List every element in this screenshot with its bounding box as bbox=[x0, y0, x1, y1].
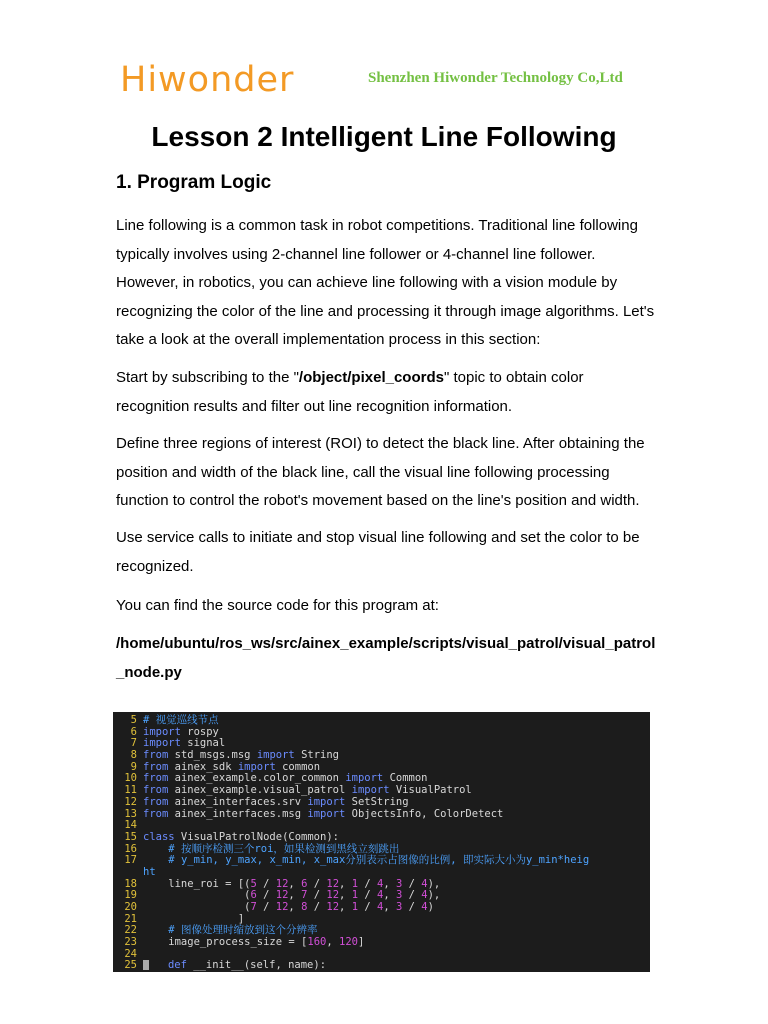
code-token: 6 bbox=[301, 877, 308, 890]
code-token: 4 bbox=[421, 877, 428, 890]
code-token: # 按顺序检测三个roi，如果检测到黑线立刻跳出 bbox=[168, 842, 400, 855]
line-number: 21 bbox=[124, 912, 137, 925]
topic-name: /object/pixel_coords bbox=[298, 369, 444, 386]
code-token: def bbox=[167, 959, 187, 972]
code-token: , bbox=[383, 889, 396, 902]
code-token: 4 bbox=[376, 877, 384, 890]
code-token: # 视觉巡线节点 bbox=[143, 714, 219, 726]
code-token: , bbox=[339, 877, 352, 890]
code-token: VisualPatrolNode(Common): bbox=[174, 830, 339, 843]
code-token: 12 bbox=[275, 901, 289, 913]
code-token: 5 bbox=[250, 877, 257, 890]
line-number: 17 bbox=[124, 854, 137, 867]
code-token: 1 bbox=[351, 877, 359, 890]
code-token: 1 bbox=[351, 889, 359, 902]
code-token: 1 bbox=[351, 901, 359, 913]
source-path: /home/ubuntu/ros_ws/src/ainex_example/scripts/visual_patrol/visual_patrol_node.py bbox=[116, 635, 656, 681]
code-token: ainex_example.visual_patrol bbox=[168, 784, 352, 797]
code-token: 12 bbox=[326, 901, 340, 913]
code-token: ainex_example.color_common bbox=[168, 772, 346, 785]
line-number: 10 bbox=[124, 772, 137, 785]
line-number: 5 bbox=[130, 714, 137, 726]
subscribe-text-post: " topic to obtain color recognition results and filter out line recognition information. bbox=[116, 369, 584, 415]
code-token: , bbox=[288, 901, 302, 913]
code-token: 8 bbox=[301, 901, 308, 913]
code-token: , bbox=[288, 877, 302, 890]
company-name: Shenzhen Hiwonder Technology Co,Ltd bbox=[368, 70, 623, 86]
code-token: , bbox=[339, 901, 352, 913]
code-token: ( bbox=[143, 901, 251, 913]
code-token: from bbox=[143, 772, 169, 785]
code-token: ainex_interfaces.msg bbox=[168, 807, 308, 820]
code-token: ht bbox=[143, 865, 156, 878]
hiwonder-logo: Hiwonder bbox=[120, 60, 295, 100]
code-token: / bbox=[307, 889, 327, 902]
code-token: , bbox=[326, 936, 339, 949]
code-token: / bbox=[358, 877, 377, 890]
code-token: 4 bbox=[421, 901, 428, 913]
code-token: ainex_interfaces.srv bbox=[168, 795, 308, 808]
line-number: 11 bbox=[124, 784, 137, 797]
code-token: 160 bbox=[307, 936, 327, 949]
paragraph-service: Use service calls to initiate and stop visual line following and set the color to be recognized. bbox=[116, 529, 640, 575]
code-token: ] bbox=[143, 912, 245, 925]
code-token: Common bbox=[383, 772, 428, 785]
line-number: 20 bbox=[124, 901, 137, 913]
code-token: ), bbox=[427, 889, 441, 902]
code-token: ainex_sdk bbox=[168, 760, 238, 773]
line-number: 19 bbox=[124, 889, 137, 902]
code-token: std_msgs.msg bbox=[168, 749, 257, 762]
paragraph-source: You can find the source code for this program at: bbox=[116, 597, 439, 614]
code-line bbox=[113, 937, 650, 949]
code-token: import bbox=[345, 772, 384, 785]
code-token bbox=[143, 843, 168, 855]
code-token: import bbox=[143, 737, 181, 750]
line-number: 18 bbox=[124, 877, 137, 890]
code-token: 120 bbox=[339, 936, 358, 949]
line-number: 25 bbox=[124, 959, 137, 972]
line-number: 24 bbox=[124, 947, 137, 960]
code-token: class bbox=[143, 830, 175, 843]
line-number: 22 bbox=[124, 924, 137, 937]
code-token: ) bbox=[427, 901, 434, 913]
code-token: 7 bbox=[301, 889, 308, 902]
code-token: ( bbox=[143, 889, 251, 902]
lesson-title: Lesson 2 Intelligent Line Following bbox=[151, 121, 617, 152]
code-token bbox=[143, 854, 168, 866]
code-token: 3 bbox=[395, 901, 403, 913]
code-token: import bbox=[143, 725, 181, 738]
code-token: , bbox=[339, 889, 352, 902]
code-token: from bbox=[143, 760, 169, 773]
line-number: 12 bbox=[124, 795, 137, 808]
code-token: from bbox=[143, 795, 169, 808]
code-token: import bbox=[256, 749, 295, 762]
code-token: / bbox=[307, 901, 327, 913]
code-token: ), bbox=[427, 877, 441, 890]
code-line bbox=[113, 960, 650, 972]
code-token: 3 bbox=[395, 889, 403, 902]
code-token: / bbox=[256, 889, 276, 902]
line-number: 14 bbox=[124, 819, 137, 832]
code-token: __init__(self, name): bbox=[186, 959, 327, 972]
code-token: , bbox=[383, 877, 396, 890]
code-token: # 图像处理时缩放到这个分辨率 bbox=[168, 924, 318, 937]
code-token: 12 bbox=[275, 877, 289, 890]
paragraph-subscribe bbox=[116, 364, 656, 421]
code-token: VisualPatrol bbox=[389, 784, 472, 797]
code-token: ObjectsInfo, ColorDetect bbox=[345, 807, 504, 820]
code-token: / bbox=[402, 889, 422, 902]
code-line bbox=[113, 809, 650, 821]
code-token bbox=[143, 924, 168, 936]
code-token: String bbox=[294, 749, 340, 762]
code-token: / bbox=[358, 901, 377, 913]
code-token: 3 bbox=[395, 877, 403, 890]
line-number: 7 bbox=[130, 737, 137, 750]
code-token: rospy bbox=[180, 725, 219, 738]
code-token: / bbox=[256, 877, 276, 890]
subscribe-text-pre: Start by subscribing to the " bbox=[116, 369, 299, 386]
code-token: import bbox=[307, 795, 346, 808]
page-header bbox=[120, 58, 680, 102]
code-token: 7 bbox=[250, 901, 257, 913]
code-token: 6 bbox=[250, 889, 257, 902]
line-number: 15 bbox=[124, 830, 137, 843]
code-token: from bbox=[143, 784, 169, 797]
code-token bbox=[149, 959, 168, 971]
code-token: 4 bbox=[376, 901, 384, 913]
paragraph-roi: Define three regions of interest (ROI) to detect the black line. After obtaining the position and width of the black line, call the visual line following processing function to control the robot's movement based on the line's position and width. bbox=[116, 435, 645, 510]
code-token: 4 bbox=[421, 889, 428, 902]
section-heading: 1. Program Logic bbox=[116, 172, 272, 193]
line-number: 23 bbox=[124, 936, 137, 949]
code-token: / bbox=[307, 877, 327, 890]
code-token: 4 bbox=[376, 889, 384, 902]
code-screenshot bbox=[113, 712, 650, 972]
line-number: 16 bbox=[124, 842, 137, 855]
code-token: , bbox=[383, 901, 396, 913]
code-token: 12 bbox=[275, 889, 289, 902]
code-token: / bbox=[358, 889, 377, 902]
code-token: import bbox=[307, 807, 346, 820]
paragraph-intro: Line following is a common task in robot competitions. Traditional line following typically involves using 2-channel line follower or 4-channel line follower. However, in robotics, you can achieve line following with a vision module by recognizing the color of the line and processing it through image algorithms. Let's take a look at the overall implementation process in this section: bbox=[116, 217, 655, 349]
code-token: # y_min, y_max, x_min, x_max分别表示占图像的比例, 即实际大小为y_min*heig bbox=[168, 854, 590, 867]
line-number: 13 bbox=[124, 807, 137, 820]
code-token: 12 bbox=[326, 877, 340, 890]
line-number: 6 bbox=[130, 725, 137, 738]
code-token: / bbox=[256, 901, 276, 913]
code-line bbox=[113, 855, 650, 867]
code-token: / bbox=[402, 901, 422, 913]
code-token: , bbox=[288, 889, 302, 902]
code-token: common bbox=[275, 760, 321, 773]
code-token: image_process_size = [ bbox=[143, 936, 308, 949]
code-token: SetString bbox=[345, 795, 409, 808]
code-token: import bbox=[351, 784, 390, 797]
code-token: signal bbox=[180, 737, 226, 750]
code-token: import bbox=[237, 760, 276, 773]
line-number: 9 bbox=[130, 760, 137, 773]
code-token: ] bbox=[357, 936, 365, 949]
code-token: line_roi = [( bbox=[143, 877, 251, 890]
code-token: 12 bbox=[326, 889, 340, 902]
code-token: from bbox=[143, 749, 169, 762]
code-token: from bbox=[143, 807, 169, 820]
line-number: 8 bbox=[130, 749, 137, 762]
code-token: / bbox=[402, 877, 422, 890]
